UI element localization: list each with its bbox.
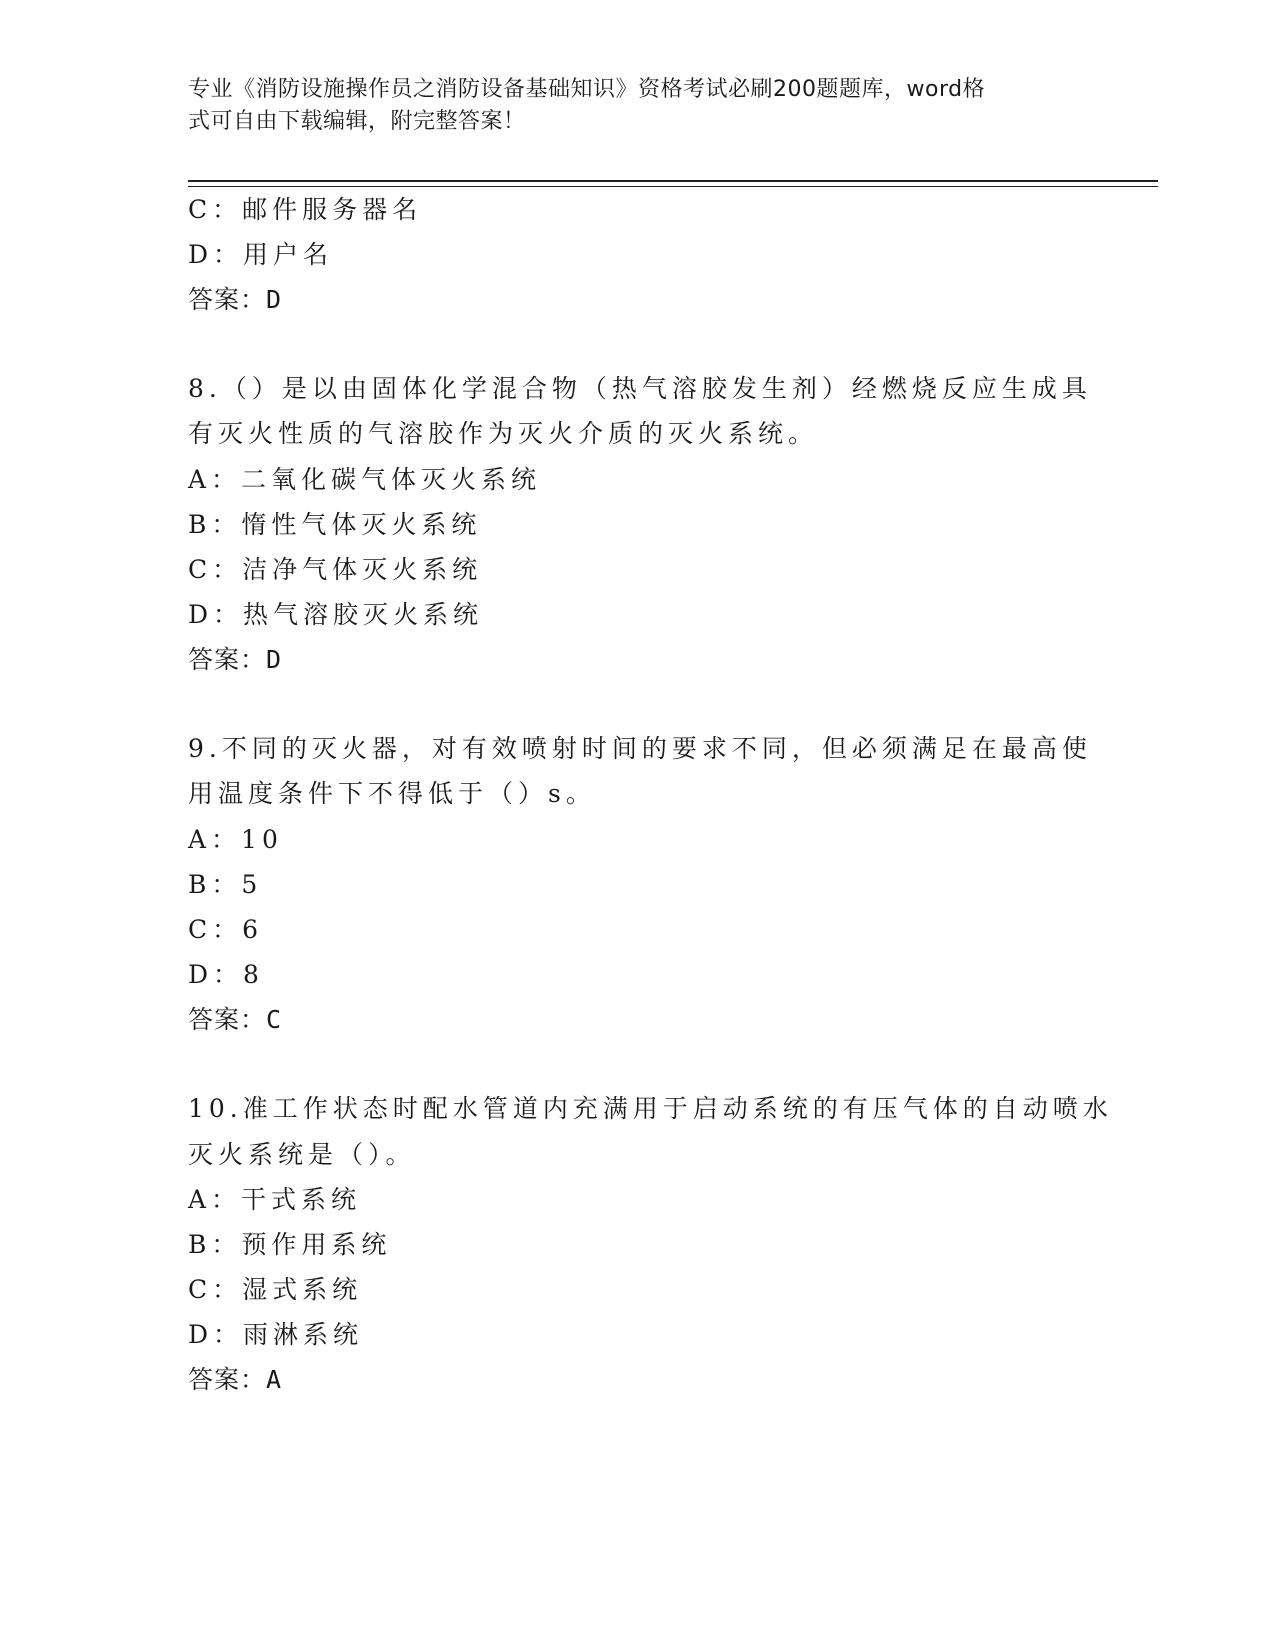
q7-answer [188, 285, 282, 315]
answer-value: C [266, 1005, 283, 1034]
header-divider-thin [188, 186, 1158, 187]
q10-option-d: D：雨淋系统 [188, 1320, 364, 1349]
answer-label: 答案： [188, 1005, 267, 1034]
q8-option-d: D：热气溶胶灭火系统 [188, 600, 484, 629]
q10-option-c: C：湿式系统 [188, 1275, 363, 1304]
q10-stem-line-1: 10.准工作状态时配水管道内充满用于启动系统的有压气体的自动喷水 [188, 1094, 1113, 1123]
q10-option-a: A：干式系统 [188, 1185, 362, 1214]
q10-answer [188, 1365, 282, 1395]
answer-label: 答案： [188, 645, 267, 674]
q9-stem-line-1: 9.不同的灭火器，对有效喷射时间的要求不同，但必须满足在最高使 [188, 734, 1092, 763]
q9-stem-line-2: 用温度条件下不得低于（）s。 [188, 779, 596, 808]
q7-option-d: D：用户名 [188, 240, 334, 269]
header-line-1: 专业《消防设施操作员之消防设备基础知识》资格考试必刷200题题库，word格 [188, 77, 986, 102]
answer-value: A [266, 1365, 283, 1394]
document-header [188, 74, 1068, 138]
q8-option-a: A：二氧化碳气体灭火系统 [188, 465, 542, 494]
q10-stem-line-2: 灭火系统是（）。 [188, 1140, 416, 1169]
q10-option-b: B：预作用系统 [188, 1230, 392, 1259]
q9-option-c: C：6 [188, 915, 264, 944]
answer-label: 答案： [188, 1365, 267, 1394]
q9-option-b: B：5 [188, 870, 263, 899]
q9-option-a: A：10 [188, 825, 283, 854]
answer-value: D [266, 285, 283, 314]
q8-option-b: B：惰性气体灭火系统 [188, 510, 482, 539]
q9-answer [188, 1005, 282, 1035]
q7-option-c: C：邮件服务器名 [188, 195, 423, 224]
header-divider-thick [188, 180, 1158, 182]
q8-answer [188, 645, 282, 675]
q8-stem-line-2: 有灭火性质的气溶胶作为灭火介质的灭火系统。 [188, 419, 819, 448]
q8-option-c: C：洁净气体灭火系统 [188, 555, 483, 584]
q8-stem-line-1: 8.（）是以由固体化学混合物（热气溶胶发生剂）经燃烧反应生成具 [188, 374, 1092, 403]
q9-option-d: D：8 [188, 960, 264, 989]
header-line-2: 式可自由下载编辑，附完整答案！ [188, 109, 526, 134]
answer-value: D [266, 645, 283, 674]
answer-label: 答案： [188, 285, 267, 314]
